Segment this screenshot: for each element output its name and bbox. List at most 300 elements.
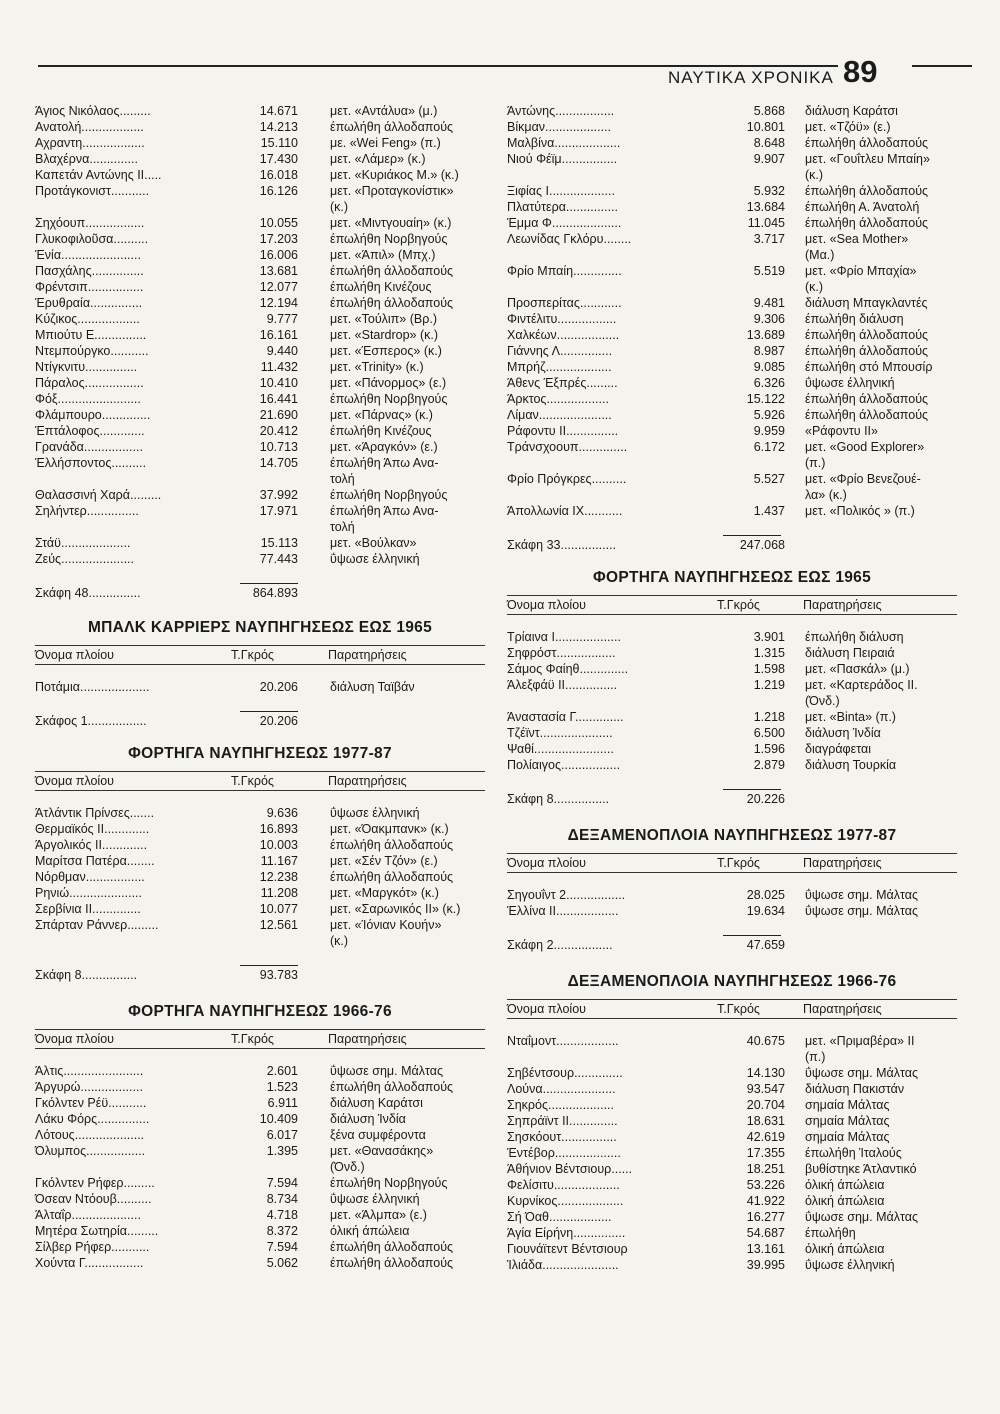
remarks: σημαία Μάλτας xyxy=(805,1130,890,1144)
remarks-continuation-row xyxy=(507,1049,957,1065)
gross-tonnage: 53.226 xyxy=(746,1178,785,1192)
gross-tonnage: 15.110 xyxy=(260,136,298,150)
remarks-continuation-row xyxy=(507,247,957,263)
remarks: «Ράφοντυ ΙΙ» xyxy=(805,424,878,438)
remarks: έπωλήθη στό Μπουσίρ xyxy=(805,360,933,374)
gross-tonnage: 6.172 xyxy=(753,440,785,454)
table-row xyxy=(35,1111,485,1127)
total-row xyxy=(35,585,485,601)
remarks: έπωλήθη άλλοδαπούς xyxy=(330,264,454,278)
gross-tonnage: 5.932 xyxy=(753,184,785,198)
table-row xyxy=(35,1207,485,1223)
gross-tonnage: 10.713 xyxy=(259,440,298,454)
remarks: έπωλήθη Ίταλούς xyxy=(805,1146,902,1160)
ship-name: Μητέρα Σωτηρία......... xyxy=(35,1224,159,1238)
ship-name: Κύζικος.................. xyxy=(35,312,140,326)
header-remarks: Παρατηρήσεις xyxy=(803,1002,882,1016)
total-label: Σκάφη 8................ xyxy=(35,968,138,982)
remarks: μετ. «Good Explorer» xyxy=(805,440,925,454)
gross-tonnage: 5.519 xyxy=(753,264,785,278)
gross-tonnage: 15.122 xyxy=(746,392,785,406)
ship-name: Έπτάλοφος............. xyxy=(35,424,145,438)
gross-tonnage: 17.971 xyxy=(259,504,298,518)
ship-name: Γιουνάϊτεντ Βέντσιουρ xyxy=(507,1242,628,1256)
gross-tonnage: 1.219 xyxy=(753,678,785,692)
total-tonnage: 864.893 xyxy=(252,586,298,600)
table-row xyxy=(507,423,957,439)
remarks-continuation: τολή xyxy=(330,472,355,486)
ship-name: Γκόλντεν Ρέϋ........... xyxy=(35,1096,147,1110)
ship-name: Σηχόουπ................. xyxy=(35,216,145,230)
total-row xyxy=(35,967,485,983)
remarks-continuation-row xyxy=(35,1159,485,1175)
gross-tonnage: 2.601 xyxy=(266,1064,298,1078)
table-row xyxy=(507,1113,957,1129)
remarks: μετ. «Μαργκότ» (κ.) xyxy=(330,886,439,900)
gross-tonnage: 6.911 xyxy=(267,1096,298,1110)
left-column xyxy=(35,103,485,1271)
table-row xyxy=(35,1239,485,1255)
table-row xyxy=(35,263,485,279)
remarks-continuation: (Μα.) xyxy=(805,248,835,262)
ship-name: Έλλήσποντος.......... xyxy=(35,456,147,470)
gross-tonnage: 1.395 xyxy=(266,1144,298,1158)
table-row xyxy=(35,869,485,885)
remarks-continuation-row xyxy=(507,693,957,709)
ship-name: Σηφρόστ................. xyxy=(507,646,616,660)
table-row xyxy=(35,311,485,327)
remarks: μετ. «Λάμερ» (κ.) xyxy=(330,152,426,166)
gross-tonnage: 1.437 xyxy=(753,504,785,518)
table-row xyxy=(35,1191,485,1207)
table-row xyxy=(507,709,957,725)
table-row xyxy=(35,135,485,151)
remarks: έπωλήθη άλλοδαπούς xyxy=(805,216,929,230)
remarks: μετ. «Binta» (π.) xyxy=(805,710,896,724)
remarks: μετ. «Καρτεράδος ΙΙ. xyxy=(805,678,918,692)
ship-name: Γρανάδα................. xyxy=(35,440,143,454)
table-row xyxy=(35,359,485,375)
gross-tonnage: 9.959 xyxy=(753,424,785,438)
table-row xyxy=(507,263,957,279)
table-row xyxy=(35,679,485,695)
gross-tonnage: 11.167 xyxy=(260,854,298,868)
section-heading: ΦΟΡΤΗΓΑ ΝΑΥΠΗΓΗΣΕΩΣ 1977-87 xyxy=(128,745,392,762)
gross-tonnage: 20.704 xyxy=(746,1098,785,1112)
table-row xyxy=(507,645,957,661)
gross-tonnage: 17.355 xyxy=(746,1146,785,1160)
ship-name: Μπρήζ................... xyxy=(507,360,612,374)
gross-tonnage: 41.922 xyxy=(746,1194,785,1208)
remarks: έπωλήθη Νορβηγούς xyxy=(330,1176,448,1190)
gross-tonnage: 4.718 xyxy=(266,1208,298,1222)
remarks: έπωλήθη Α. Άνατολή xyxy=(805,200,920,214)
gross-tonnage: 11.432 xyxy=(260,360,298,374)
remarks: έπωλήθη άλλοδαπούς xyxy=(330,1080,454,1094)
ship-name: Θερμαϊκός ΙΙ............. xyxy=(35,822,150,836)
ship-name: Προτάγκονιστ........... xyxy=(35,184,150,198)
remarks: μετ. «Θανασάκης» xyxy=(330,1144,434,1158)
section-heading: ΦΟΡΤΗΓΑ ΝΑΥΠΗΓΗΣΕΩΣ ΕΩΣ 1965 xyxy=(592,569,872,586)
ship-name: Γλυκοφιλοῦσα.......... xyxy=(35,232,149,246)
gross-tonnage: 11.045 xyxy=(747,216,785,230)
table-row xyxy=(507,503,957,519)
ship-name: Ράφοντυ ΙΙ............... xyxy=(507,424,619,438)
gross-tonnage: 16.277 xyxy=(746,1210,785,1224)
remarks: ΰψωσε σημ. Μάλτας xyxy=(805,1210,918,1224)
remarks: ΰψωσε σημ. Μάλτας xyxy=(330,1064,443,1078)
table-row xyxy=(507,1225,957,1241)
header-tonnage: Τ.Γκρός xyxy=(231,648,274,662)
gross-tonnage: 9.636 xyxy=(266,806,298,820)
remarks-continuation: (κ.) xyxy=(805,280,824,294)
remarks: ΰψωσε έλληνική xyxy=(330,552,420,566)
table-row xyxy=(507,199,957,215)
header-remarks: Παρατηρήσεις xyxy=(803,856,882,870)
header-name: Όνομα πλοίου xyxy=(35,648,114,662)
gross-tonnage: 17.430 xyxy=(259,152,298,166)
gross-tonnage: 15.113 xyxy=(260,536,298,550)
table-row xyxy=(507,439,957,455)
remarks: έπωλήθη άλλοδαπούς xyxy=(805,408,929,422)
total-label: Σκάφος 1................. xyxy=(35,714,147,728)
remarks-continuation-row xyxy=(35,199,485,215)
remarks: ΰψωσε έλληνική xyxy=(330,1192,420,1206)
gross-tonnage: 5.062 xyxy=(266,1256,298,1270)
gross-tonnage: 42.619 xyxy=(746,1130,785,1144)
gross-tonnage: 39.995 xyxy=(746,1258,785,1272)
remarks: μετ. «Όακμπανκ» (κ.) xyxy=(330,822,449,836)
gross-tonnage: 54.687 xyxy=(746,1226,785,1240)
gross-tonnage: 10.409 xyxy=(259,1112,298,1126)
gross-tonnage: 13.161 xyxy=(746,1242,785,1256)
ship-name: Ένία....................... xyxy=(35,248,141,262)
ship-name: Άργυρώ.................. xyxy=(35,1080,143,1094)
column-header xyxy=(35,645,485,665)
table-row xyxy=(35,231,485,247)
ship-name: Φρέντσιπ................ xyxy=(35,280,144,294)
remarks: έπωλήθη άλλοδαπούς xyxy=(330,838,454,852)
ship-name: Άλεξφάϋ ΙΙ............... xyxy=(507,678,618,692)
table-row xyxy=(507,215,957,231)
gross-tonnage: 12.561 xyxy=(259,918,298,932)
remarks: διάλυση Καράτσι xyxy=(330,1096,423,1110)
header-remarks: Παρατηρήσεις xyxy=(328,648,407,662)
ship-name: Τρίαινα Ι................... xyxy=(507,630,621,644)
gross-tonnage: 12.077 xyxy=(259,280,298,294)
section-heading: ΔΕΞΑΜΕΝΟΠΛΟΙΑ ΝΑΥΠΗΓΗΣΕΩΣ 1966-76 xyxy=(567,973,897,990)
ship-name: Φλάμπουρο.............. xyxy=(35,408,151,422)
table-row xyxy=(507,741,957,757)
table-row xyxy=(507,1257,957,1273)
table-row xyxy=(35,119,485,135)
gross-tonnage: 8.372 xyxy=(266,1224,298,1238)
remarks: μετ. «Βούλκαν» xyxy=(330,536,417,550)
table-row xyxy=(35,1063,485,1079)
table-row xyxy=(35,151,485,167)
ship-name: Πολίαιγος................. xyxy=(507,758,621,772)
table-row xyxy=(507,391,957,407)
header-tonnage: Τ.Γκρός xyxy=(231,774,274,788)
table-row xyxy=(507,1033,957,1049)
table-row xyxy=(35,1143,485,1159)
table-row xyxy=(35,917,485,933)
gross-tonnage: 16.441 xyxy=(259,392,298,406)
ship-name: Άναστασία Γ.............. xyxy=(507,710,624,724)
gross-tonnage: 7.594 xyxy=(266,1240,298,1254)
ship-name: Μαρίτσα Πατέρα........ xyxy=(35,854,155,868)
ship-name: Λότους.................... xyxy=(35,1128,145,1142)
table-row xyxy=(507,677,957,693)
remarks: μετ. «Πριμαβέρα» ΙΙ xyxy=(805,1034,915,1048)
total-label: Σκάφη 8................ xyxy=(507,792,610,806)
gross-tonnage: 9.440 xyxy=(266,344,298,358)
header-name: Όνομα πλοίου xyxy=(35,1032,114,1046)
ship-name: Κυρνίκος................... xyxy=(507,1194,624,1208)
ship-name: Άλταΐρ.................... xyxy=(35,1208,141,1222)
remarks-continuation: (κ.) xyxy=(805,168,824,182)
header-tonnage: Τ.Γκρός xyxy=(231,1032,274,1046)
ship-name: Άθενς Έξπρές......... xyxy=(507,376,618,390)
total-label: Σκάφη 2................. xyxy=(507,938,613,952)
gross-tonnage: 37.992 xyxy=(259,488,298,502)
ship-name: Λούνα..................... xyxy=(507,1082,616,1096)
remarks: μετ. «Πάνορμος» (ε.) xyxy=(330,376,447,390)
remarks-continuation: (Όνδ.) xyxy=(805,694,840,708)
remarks: βυθίστηκε Άτλαντικό xyxy=(805,1162,917,1176)
remarks: μετ. «Φρίο Μπαχία» xyxy=(805,264,917,278)
ship-name: Ρηνιώ..................... xyxy=(35,886,143,900)
table-row xyxy=(507,311,957,327)
remarks: διάλυση Τουρκία xyxy=(805,758,897,772)
gross-tonnage: 20.206 xyxy=(259,680,298,694)
total-tonnage: 20.206 xyxy=(259,714,298,728)
ship-name: Πασχάλης............... xyxy=(35,264,144,278)
gross-tonnage: 1.598 xyxy=(753,662,785,676)
ship-name: Βίκμαν................... xyxy=(507,120,612,134)
gross-tonnage: 9.085 xyxy=(753,360,785,374)
table-row xyxy=(35,103,485,119)
total-row xyxy=(507,537,957,553)
gross-tonnage: 14.213 xyxy=(259,120,298,134)
column-header xyxy=(507,999,957,1019)
column-header xyxy=(507,595,957,615)
remarks: έπωλήθη άλλοδαπούς xyxy=(330,120,454,134)
header-name: Όνομα πλοίου xyxy=(35,774,114,788)
ship-name: Ίλιάδα...................... xyxy=(507,1258,619,1272)
remarks: μετ. «Τούλιπ» (Βρ.) xyxy=(330,312,437,326)
ship-name: Λεωνίδας Γκλόρυ........ xyxy=(507,232,632,246)
ship-name: Καπετάν Αντώνης ΙΙ..... xyxy=(35,168,162,182)
top-rule-right xyxy=(912,65,972,67)
table-row xyxy=(35,805,485,821)
table-row xyxy=(507,375,957,391)
ship-name: Άγία Είρήνη............... xyxy=(507,1226,626,1240)
remarks: έπωλήθη άλλοδαπούς xyxy=(805,136,929,150)
table-row xyxy=(507,151,957,167)
ship-name: Τζέϊντ..................... xyxy=(507,726,613,740)
ship-name: Όλυμπος................. xyxy=(35,1144,146,1158)
remarks-continuation-row xyxy=(35,933,485,949)
right-column xyxy=(507,103,957,1273)
table-row xyxy=(507,1097,957,1113)
remarks: μετ. «Σέν Τζόν» (ε.) xyxy=(330,854,438,868)
remarks: έπωλήθη Νορβηγούς xyxy=(330,488,448,502)
table-row xyxy=(35,407,485,423)
table-row xyxy=(35,455,485,471)
ship-name: Ψαθί....................... xyxy=(507,742,614,756)
ship-name: Άργολικός ΙΙ............. xyxy=(35,838,148,852)
section-heading: ΦΟΡΤΗΓΑ ΝΑΥΠΗΓΗΣΕΩΣ 1966-76 xyxy=(128,1003,392,1020)
ship-name: Θαλασσινή Χαρά......... xyxy=(35,488,162,502)
column-header xyxy=(35,771,485,791)
ship-name: Έμμα Φ.................... xyxy=(507,216,622,230)
remarks: έπωλήθη άλλοδαπούς xyxy=(330,1256,454,1270)
remarks: διάλυση Ίνδία xyxy=(330,1112,406,1126)
table-row xyxy=(507,1065,957,1081)
header-name: Όνομα πλοίου xyxy=(507,598,586,612)
gross-tonnage: 8.648 xyxy=(753,136,785,150)
gross-tonnage: 40.675 xyxy=(746,1034,785,1048)
ship-name: Άπολλωνία ΙΧ........... xyxy=(507,504,623,518)
gross-tonnage: 10.055 xyxy=(259,216,298,230)
gross-tonnage: 19.634 xyxy=(746,904,785,918)
table-row xyxy=(35,535,485,551)
total-tonnage: 47.659 xyxy=(746,938,785,952)
ship-name: Βλαχέρνα.............. xyxy=(35,152,138,166)
ship-name: Όσεαν Ντόουβ.......... xyxy=(35,1192,152,1206)
remarks-continuation-row xyxy=(35,519,485,535)
remarks-continuation: λα» (κ.) xyxy=(805,488,847,502)
ship-name: Λάκυ Φόρς............... xyxy=(35,1112,150,1126)
gross-tonnage: 20.412 xyxy=(259,424,298,438)
ship-name: Σίλβερ Ρήφερ........... xyxy=(35,1240,150,1254)
remarks: σημαία Μάλτας xyxy=(805,1114,890,1128)
table-row xyxy=(35,885,485,901)
page-number: 89 xyxy=(843,54,878,89)
gross-tonnage: 10.410 xyxy=(259,376,298,390)
gross-tonnage: 16.893 xyxy=(259,822,298,836)
section-heading: ΜΠΑΛΚ ΚΑΡΡΙΕΡΣ ΝΑΥΠΗΓΗΣΕΩΣ ΕΩΣ 1965 xyxy=(87,619,433,636)
ship-name: Πλατύτερα............... xyxy=(507,200,619,214)
gross-tonnage: 6.017 xyxy=(266,1128,298,1142)
total-label: Σκάφη 33................ xyxy=(507,538,617,552)
remarks: έπωλήθη xyxy=(805,1226,856,1240)
table-row xyxy=(507,1177,957,1193)
total-label: Σκάφη 48............... xyxy=(35,586,141,600)
remarks: ξένα συμφέροντα xyxy=(330,1128,426,1142)
gross-tonnage: 9.481 xyxy=(753,296,785,310)
table-row xyxy=(507,1209,957,1225)
table-row xyxy=(35,837,485,853)
remarks: μετ. «Μιντγουαίη» (κ.) xyxy=(330,216,452,230)
table-row xyxy=(35,295,485,311)
table-row xyxy=(35,821,485,837)
ship-name: Άρκτος.................. xyxy=(507,392,609,406)
ship-name: Άγιος Νικόλαος......... xyxy=(35,104,151,118)
table-row xyxy=(35,327,485,343)
ship-name: Σή Όαθ.................. xyxy=(507,1210,612,1224)
remarks: ΰψωσε σημ. Μάλτας xyxy=(805,888,918,902)
table-row xyxy=(507,103,957,119)
table-row xyxy=(35,503,485,519)
table-row xyxy=(35,343,485,359)
table-row xyxy=(35,1079,485,1095)
remarks: μετ. «Πασκάλ» (μ.) xyxy=(805,662,910,676)
total-row xyxy=(507,791,957,807)
remarks-continuation: (κ.) xyxy=(330,934,349,948)
gross-tonnage: 14.705 xyxy=(259,456,298,470)
gross-tonnage: 6.326 xyxy=(753,376,785,390)
remarks: σημαία Μάλτας xyxy=(805,1098,890,1112)
column-header xyxy=(507,853,957,873)
gross-tonnage: 7.594 xyxy=(266,1176,298,1190)
remarks: έπωλήθη Κινέζους xyxy=(330,424,432,438)
header-remarks: Παρατηρήσεις xyxy=(328,774,407,788)
remarks: διάλυση Ταϊβάν xyxy=(330,680,415,694)
ship-name: Έλλίνα ΙΙ.................. xyxy=(507,904,619,918)
ship-name: Άθήνιον Βέντσιουρ...... xyxy=(507,1162,633,1176)
total-row xyxy=(507,937,957,953)
ship-name: Νόρθμαν................. xyxy=(35,870,145,884)
ship-name: Χούντα Γ................. xyxy=(35,1256,144,1270)
remarks: μετ. «Πάρνας» (κ.) xyxy=(330,408,433,422)
ship-name: Ξιφίας Ι................... xyxy=(507,184,615,198)
ship-name: Σηκρός................... xyxy=(507,1098,615,1112)
gross-tonnage: 5.868 xyxy=(753,104,785,118)
ship-name: Σηβέντσουρ.............. xyxy=(507,1066,623,1080)
ship-name: Ντεμπούργκο........... xyxy=(35,344,149,358)
ship-name: Προσπερίτας............ xyxy=(507,296,622,310)
ship-name: Γιάννης Λ............... xyxy=(507,344,613,358)
gross-tonnage: 2.879 xyxy=(753,758,785,772)
gross-tonnage: 3.717 xyxy=(753,232,785,246)
remarks-continuation: τολή xyxy=(330,520,355,534)
ship-name: Ποτάμια.................... xyxy=(35,680,150,694)
remarks: έπωλήθη Άπω Ανα- xyxy=(330,456,439,470)
header-remarks: Παρατηρήσεις xyxy=(328,1032,407,1046)
remarks: ΰψωσε σημ. Μάλτας xyxy=(805,1066,918,1080)
gross-tonnage: 16.018 xyxy=(259,168,298,182)
table-row xyxy=(507,887,957,903)
remarks: μετ. «Τζόϋ» (ε.) xyxy=(805,120,891,134)
table-row xyxy=(507,1161,957,1177)
ship-name: Ντίγκνιτυ............... xyxy=(35,360,138,374)
remarks: μετ. «Άπιλ» (Μπχ.) xyxy=(330,248,436,262)
table-row xyxy=(507,661,957,677)
remarks: με. «Wei Feng» (π.) xyxy=(330,136,441,150)
header-tonnage: Τ.Γκρός xyxy=(717,598,760,612)
ship-name: Φελίσιτυ................... xyxy=(507,1178,620,1192)
gross-tonnage: 10.801 xyxy=(746,120,785,134)
gross-tonnage: 8.987 xyxy=(753,344,785,358)
gross-tonnage: 13.689 xyxy=(746,328,785,342)
remarks: μετ. «Κυριάκος Μ.» (κ.) xyxy=(330,168,459,182)
remarks-continuation-row xyxy=(507,487,957,503)
gross-tonnage: 1.315 xyxy=(753,646,785,660)
gross-tonnage: 16.126 xyxy=(259,184,298,198)
table-row xyxy=(35,375,485,391)
gross-tonnage: 10.003 xyxy=(259,838,298,852)
ship-name: Σησκόουτ................ xyxy=(507,1130,617,1144)
gross-tonnage: 9.777 xyxy=(266,312,298,326)
remarks-continuation: (π.) xyxy=(805,1050,826,1064)
gross-tonnage: 28.025 xyxy=(746,888,785,902)
ship-name: Φρίο Πρόγκρες.......... xyxy=(507,472,627,486)
remarks: έπωλήθη άλλοδαπούς xyxy=(805,184,929,198)
remarks: μετ. «Σαρωνικός ΙΙ» (κ.) xyxy=(330,902,461,916)
gross-tonnage: 14.130 xyxy=(746,1066,785,1080)
